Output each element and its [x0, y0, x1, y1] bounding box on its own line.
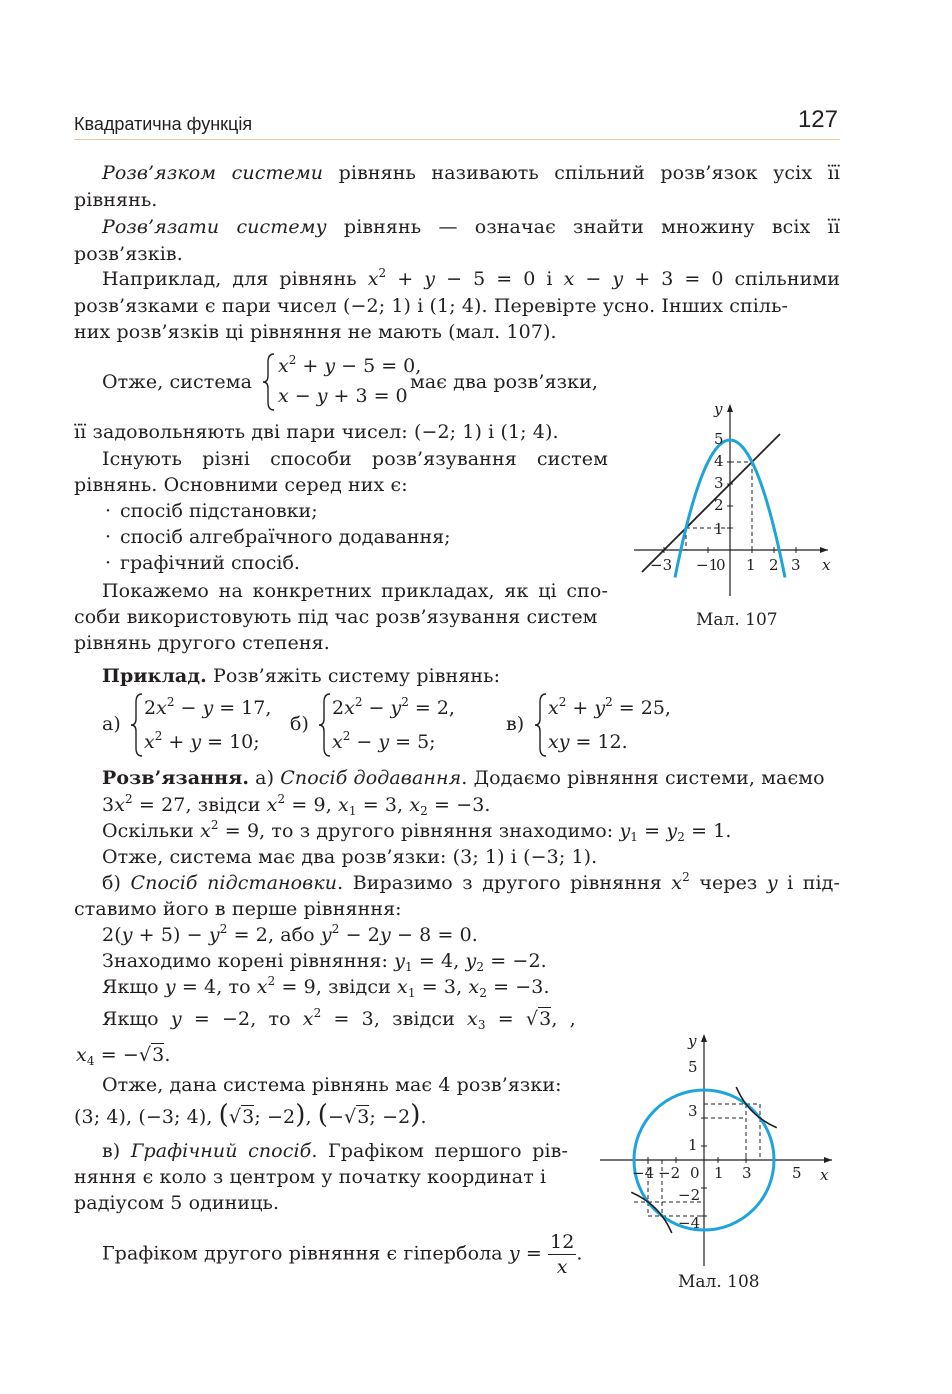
method-item: · спосіб алгебраїчного додавання; [104, 526, 451, 548]
solution-line15: няння є коло з центром у початку координат і [74, 1166, 547, 1188]
system-1: $x^2 + y - 5 = 0$, x − y + 3 = 0 [262, 352, 412, 412]
solution-line3: Оскільки $x^2 = 9$, то з другого рівняння знаходимо: $y_1 = y_2 = 1$. [102, 818, 732, 844]
y-tick-label: 3 [688, 1102, 698, 1120]
methods-intro-line1: Існують різні способи розв’язування систем [102, 448, 608, 470]
solution-line1: Розв’язання. а) Спосіб додавання. Додаємо рівняння системи, маємо [102, 767, 825, 789]
examples-intro-line2: соби використовують під час розв’язування систем [74, 606, 598, 628]
y-tick-label: 1 [714, 520, 724, 538]
x-tick-label: 0 [716, 556, 726, 574]
x-tick-label: 3 [742, 1164, 752, 1182]
y-axis-label: y [688, 1032, 697, 1050]
solution-line11: $x_4 = -√3$. [76, 1044, 171, 1068]
figure-108-caption: Мал. 108 [678, 1272, 760, 1292]
system-conclusion: має два розв’язки, [410, 371, 598, 393]
solution-line17: Графіком другого рівняння є гіпербола y = $\frac{12}{x}$ . [102, 1231, 583, 1278]
system-intro: Отже, система [102, 371, 252, 393]
method-item: · графічний спосіб. [104, 552, 300, 574]
y-axis-arrow-icon [701, 1034, 707, 1042]
examples-intro-line1: Покажемо на конкретних прикладах, як ці спо- [102, 580, 608, 602]
system-b: $2x^2 - y^2 = 2$, $x^2 - y = 5$; [318, 692, 468, 758]
solution-line2: $3x^2 = 27$, звідси $x^2 = 9$, $x_1 = 3$, $x_2 = -3$. [102, 792, 491, 818]
x-tick-label: −4 [632, 1164, 655, 1182]
solution-line6: ставимо його в перше рівняння: [74, 898, 402, 920]
y-tick-label: 4 [714, 452, 724, 470]
x-tick-label: 0 [690, 1164, 700, 1182]
solution-line8: Знаходимо корені рівняння: $y_1 = 4$, $y_2 = -2$. [102, 950, 547, 974]
x-axis-arrow-icon [820, 547, 828, 553]
brace-icon [318, 692, 332, 758]
figure-107-caption: Мал. 107 [696, 610, 778, 630]
x-tick-label: 5 [792, 1164, 802, 1182]
y-tick-label: 3 [714, 474, 724, 492]
y-axis-label: y [714, 400, 723, 418]
page-header [74, 104, 840, 140]
x-tick-label: −2 [658, 1164, 681, 1182]
figure-108 [596, 1030, 836, 1270]
y-tick-label: 2 [714, 496, 724, 514]
chapter-title: Квадратична функція [74, 114, 253, 134]
brace-icon [534, 692, 548, 758]
y-tick-label: −4 [678, 1214, 701, 1232]
definition-1-line1: Розв’язком системи рівнянь називають спільний розв’язок усіх її [102, 162, 840, 184]
x-tick-label: −3 [650, 556, 673, 574]
solution-line16: радіусом 5 одиниць. [74, 1192, 280, 1214]
system-a-label: а) [102, 713, 121, 735]
solution-line5: б) Спосіб підстановки. Виразимо з другого рівняння $x^2$ через y і під- [102, 870, 841, 894]
system-c-label: в) [506, 713, 525, 735]
solution-line4: Отже, система має два розв’язки: (3; 1) і (−3; 1). [102, 846, 598, 868]
example-paragraph-line1: Наприклад, для рівнянь $x^2 + y - 5 = 0$ і x − y + 3 = 0 спільними [102, 266, 840, 290]
y-tick-label: 5 [688, 1058, 698, 1076]
y-axis-arrow-icon [727, 404, 733, 412]
brace-icon [262, 352, 276, 412]
x-tick-label: 1 [714, 1164, 724, 1182]
definition-2-line2: розв’язків. [74, 243, 183, 265]
x-tick-label: 2 [769, 556, 779, 574]
solution-line7: $2(y + 5) - y^2 = 2$, або $y^2 - 2y - 8 = 0$. [102, 922, 478, 946]
example-paragraph-line2: розв’язками є пари чисел (−2; 1) і (1; 4). Перевірте усно. Інших спіль- [74, 295, 789, 317]
hyperbola-branch-right [736, 1087, 777, 1128]
examples-intro-line3: рівнянь другого степеня. [74, 632, 330, 654]
y-tick-label: 1 [688, 1136, 698, 1154]
y-tick-label: 5 [714, 430, 724, 448]
x-axis-arrow-icon [824, 1157, 832, 1163]
example-paragraph-line3: них розв’язків ці рівняння не мають (мал. 107). [74, 321, 557, 343]
x-tick-label: 1 [746, 556, 756, 574]
system-b-label: б) [290, 713, 310, 735]
figure-107 [630, 400, 840, 600]
solution-line9: Якщо y = 4, то $x^2 = 9$, звідси $x_1 = 3$, $x_2 = -3$. [102, 974, 550, 1000]
system-c: $x^2 + y^2 = 25$, xy = 12. [534, 692, 684, 758]
x-tick-label: −1 [696, 556, 719, 574]
y-tick-label: −2 [678, 1186, 701, 1204]
definition-2-line1: Розв’язати систему рівнянь — означає знайти множину всіх її [102, 216, 840, 238]
methods-intro-line2: рівнянь. Основними серед них є: [74, 474, 408, 496]
solution-line13: (3; 4), (−3; 4), (√3; −2), (−√3; −2). [74, 1100, 427, 1130]
method-item: · спосіб підстановки; [104, 500, 318, 522]
definition-1-line2: рівнянь. [74, 189, 158, 211]
x-axis-label: x [820, 1166, 829, 1184]
example-heading: Приклад. Розв’яжіть систему рівнянь: [102, 665, 501, 687]
x-axis-label: x [822, 556, 831, 574]
brace-icon [130, 692, 144, 758]
system-a: $2x^2 - y = 17$, $x^2 + y = 10$; [130, 692, 280, 758]
solution-line12: Отже, дана система рівнянь має 4 розв’язки: [102, 1074, 562, 1096]
page-number: 127 [797, 106, 838, 133]
system-solutions: її задовольняють дві пари чисел: (−2; 1) і (1; 4). [74, 421, 559, 443]
solution-line14: в) Графічний спосіб. Графіком першого рів- [102, 1140, 568, 1162]
solution-line10: Якщо y = −2, то $x^2 = 3$, звідси $x_3 = √3$, , [102, 1006, 576, 1032]
x-tick-label: 3 [791, 556, 801, 574]
hyperbola-branch-left [631, 1192, 672, 1233]
